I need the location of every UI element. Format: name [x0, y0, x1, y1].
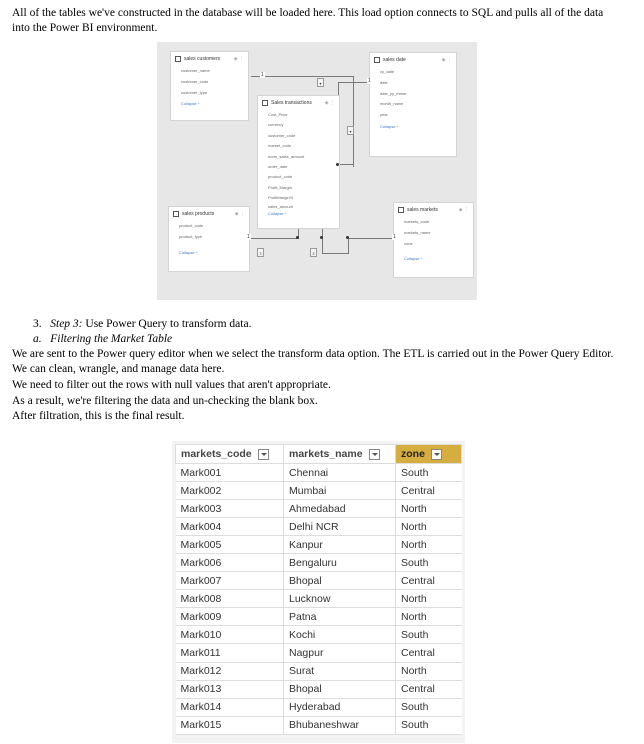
column-header-markets-code[interactable] — [176, 445, 284, 464]
cell-zone: North — [396, 518, 462, 536]
field[interactable]: customer_code — [181, 78, 209, 84]
filter-direction-tag: 3 — [257, 248, 264, 257]
collapse-link[interactable]: Collapse ^ — [179, 249, 198, 255]
field[interactable]: Profit_Margin — [268, 184, 292, 190]
cell-zone: North — [396, 590, 462, 608]
table-row — [176, 644, 462, 662]
table-icon — [175, 56, 181, 62]
cell-zone: North — [396, 662, 462, 680]
table-row — [176, 572, 462, 590]
table-icon — [173, 211, 179, 217]
header-label: markets_name — [289, 448, 363, 460]
step-heading — [33, 317, 251, 332]
card-sales-transactions[interactable] — [257, 95, 340, 229]
cell-markets-name: Delhi NCR — [284, 518, 396, 536]
cell-markets-name: Mumbai — [284, 482, 396, 500]
sub-letter: a. — [33, 333, 42, 345]
filter-direction-tag: 4 — [310, 248, 317, 257]
header-label: markets_code — [181, 448, 252, 460]
body-paragraph: We need to filter out the rows with null values that aren't appropriate. — [12, 379, 331, 391]
table-row — [176, 482, 462, 500]
body-paragraph: We can clean, wrangle, and manage data here. — [12, 363, 225, 375]
cell-zone: South — [396, 716, 462, 734]
data-model-diagram — [157, 42, 477, 300]
sub-heading — [33, 332, 172, 347]
field[interactable]: Cost_Price — [268, 112, 288, 117]
table-row — [176, 554, 462, 572]
field[interactable]: customer_name — [181, 68, 210, 73]
cell-zone: Central — [396, 644, 462, 662]
cell-zone: South — [396, 698, 462, 716]
cardinality-many — [346, 236, 349, 239]
collapse-link[interactable]: Collapse ^ — [380, 123, 399, 129]
cell-markets-name: Chennai — [284, 464, 396, 482]
cell-markets-code: Mark002 — [176, 482, 284, 500]
cardinality-many — [296, 236, 299, 239]
cell-zone: Central — [396, 680, 462, 698]
table-row — [176, 626, 462, 644]
field[interactable]: month_name — [380, 101, 404, 107]
field[interactable]: date_yy_mmm — [380, 90, 407, 96]
intro-line-1: All of the tables we've constructed in the database will be loaded here. This load option connects to SQL and pulls all of the data — [12, 7, 604, 19]
field[interactable]: product_code — [268, 174, 293, 180]
table-row — [176, 518, 462, 536]
card-sales-date[interactable] — [369, 52, 457, 157]
card-title: sales date — [383, 57, 406, 63]
eye-icon[interactable]: ◈ ⋮ — [458, 207, 469, 213]
field[interactable]: norm_sales_amount — [268, 153, 305, 159]
field[interactable]: currency — [268, 122, 284, 128]
intro-line-2: into the Power BI environment. — [12, 22, 158, 34]
cell-markets-name: Patna — [284, 608, 396, 626]
eye-icon[interactable]: ◈ ⋮ — [233, 56, 244, 62]
field[interactable]: market_code — [268, 143, 292, 149]
cardinality-one: 1 — [247, 234, 250, 240]
table-row — [176, 680, 462, 698]
card-title: sales markets — [407, 207, 438, 213]
cell-zone: North — [396, 500, 462, 518]
field[interactable]: order_date — [268, 164, 288, 170]
filter-direction-icon: ▾ — [317, 78, 324, 87]
step-label: Step 3: — [50, 318, 83, 330]
cardinality-one: 1 — [393, 234, 396, 240]
body-paragraph: As a result, we're filtering the data and un-checking the blank box. — [12, 395, 318, 407]
cardinality-many — [336, 163, 339, 166]
field[interactable]: ProfitMargin% — [268, 195, 294, 201]
card-title: Sales transactions — [271, 100, 312, 106]
field[interactable]: cy_date — [380, 69, 395, 74]
cell-markets-name: Nagpur — [284, 644, 396, 662]
cell-markets-name: Kanpur — [284, 536, 396, 554]
table-row — [176, 698, 462, 716]
cardinality-one: 1 — [261, 72, 264, 78]
field[interactable]: date — [380, 79, 388, 85]
collapse-link[interactable]: Collapse ^ — [181, 101, 200, 107]
filter-dropdown-icon[interactable] — [369, 449, 380, 460]
cell-markets-code: Mark007 — [176, 572, 284, 590]
filter-dropdown-icon[interactable] — [431, 449, 442, 460]
filter-dropdown-icon[interactable] — [258, 449, 269, 460]
cell-markets-code: Mark013 — [176, 680, 284, 698]
table-row — [176, 716, 462, 734]
cardinality-many — [320, 236, 323, 239]
body-paragraph: After filtration, this is the final result. — [12, 410, 185, 422]
card-sales-products[interactable] — [168, 206, 250, 272]
cell-zone: Central — [396, 482, 462, 500]
sub-label: Filtering the Market Table — [50, 333, 173, 345]
cell-markets-name: Kochi — [284, 626, 396, 644]
cell-markets-code: Mark015 — [176, 716, 284, 734]
collapse-link[interactable]: Collapse ^ — [268, 210, 287, 216]
eye-icon[interactable]: ◈ ⋮ — [234, 211, 245, 217]
step-text: Use Power Query to transform data. — [82, 318, 252, 330]
step-number: 3. — [33, 318, 42, 330]
table-row — [176, 662, 462, 680]
card-sales-markets[interactable] — [393, 202, 474, 278]
cell-zone: South — [396, 626, 462, 644]
cell-zone: North — [396, 608, 462, 626]
cell-markets-code: Mark004 — [176, 518, 284, 536]
collapse-link[interactable]: Collapse ^ — [404, 256, 423, 262]
field[interactable]: zone — [404, 240, 413, 246]
table-icon — [374, 57, 380, 63]
cell-markets-code: Mark010 — [176, 626, 284, 644]
header-label: zone — [401, 448, 425, 460]
cell-markets-name: Hyderabad — [284, 698, 396, 716]
card-title: sales products — [182, 211, 215, 217]
cell-markets-code: Mark009 — [176, 608, 284, 626]
eye-icon[interactable]: ◈ ⋮ — [324, 100, 335, 106]
cell-markets-name: Ahmedabad — [284, 500, 396, 518]
cell-markets-name: Bhopal — [284, 680, 396, 698]
cell-zone: Central — [396, 572, 462, 590]
field[interactable]: customer_code — [268, 132, 296, 138]
column-header-markets-name[interactable] — [284, 445, 396, 464]
cell-markets-name: Bhopal — [284, 572, 396, 590]
field[interactable]: product_code — [179, 223, 204, 228]
cell-markets-code: Mark001 — [176, 464, 284, 482]
cell-markets-name: Surat — [284, 662, 396, 680]
cell-markets-code: Mark011 — [176, 644, 284, 662]
body-paragraph: We are sent to the Power query editor when we select the transform data option. The ETL is carried out in the Power Query Editor. — [12, 348, 614, 360]
cell-markets-name: Bhubaneshwar — [284, 716, 396, 734]
table-row — [176, 590, 462, 608]
table-row — [176, 608, 462, 626]
table-row — [176, 536, 462, 554]
card-sales-customers[interactable] — [170, 51, 249, 121]
eye-icon[interactable]: ◈ ⋮ — [441, 57, 452, 63]
card-title: sales customers — [184, 56, 221, 62]
table-row — [176, 500, 462, 518]
table-row — [176, 464, 462, 482]
cell-markets-code: Mark014 — [176, 698, 284, 716]
field[interactable]: sales_amount — [268, 203, 293, 209]
filter-direction-icon: ▾ — [347, 126, 354, 135]
cell-markets-code: Mark005 — [176, 536, 284, 554]
markets-table-screenshot — [172, 441, 465, 743]
cell-zone: South — [396, 464, 462, 482]
field[interactable]: markets_name — [404, 229, 431, 235]
cell-markets-name: Bengaluru — [284, 554, 396, 572]
cell-zone: North — [396, 536, 462, 554]
cell-markets-code: Mark012 — [176, 662, 284, 680]
field[interactable]: customer_type — [181, 89, 208, 95]
cell-markets-code: Mark006 — [176, 554, 284, 572]
cardinality-one: 1 — [368, 78, 371, 84]
cell-markets-code: Mark008 — [176, 590, 284, 608]
cell-markets-name: Lucknow — [284, 590, 396, 608]
markets-table — [175, 444, 462, 735]
table-icon — [398, 207, 404, 213]
table-icon — [262, 100, 268, 106]
cell-markets-code: Mark003 — [176, 500, 284, 518]
cell-zone: South — [396, 554, 462, 572]
field[interactable]: markets_code — [404, 219, 430, 224]
column-header-zone[interactable] — [396, 445, 462, 464]
field[interactable]: product_type — [179, 233, 203, 239]
field[interactable]: year — [380, 112, 388, 118]
